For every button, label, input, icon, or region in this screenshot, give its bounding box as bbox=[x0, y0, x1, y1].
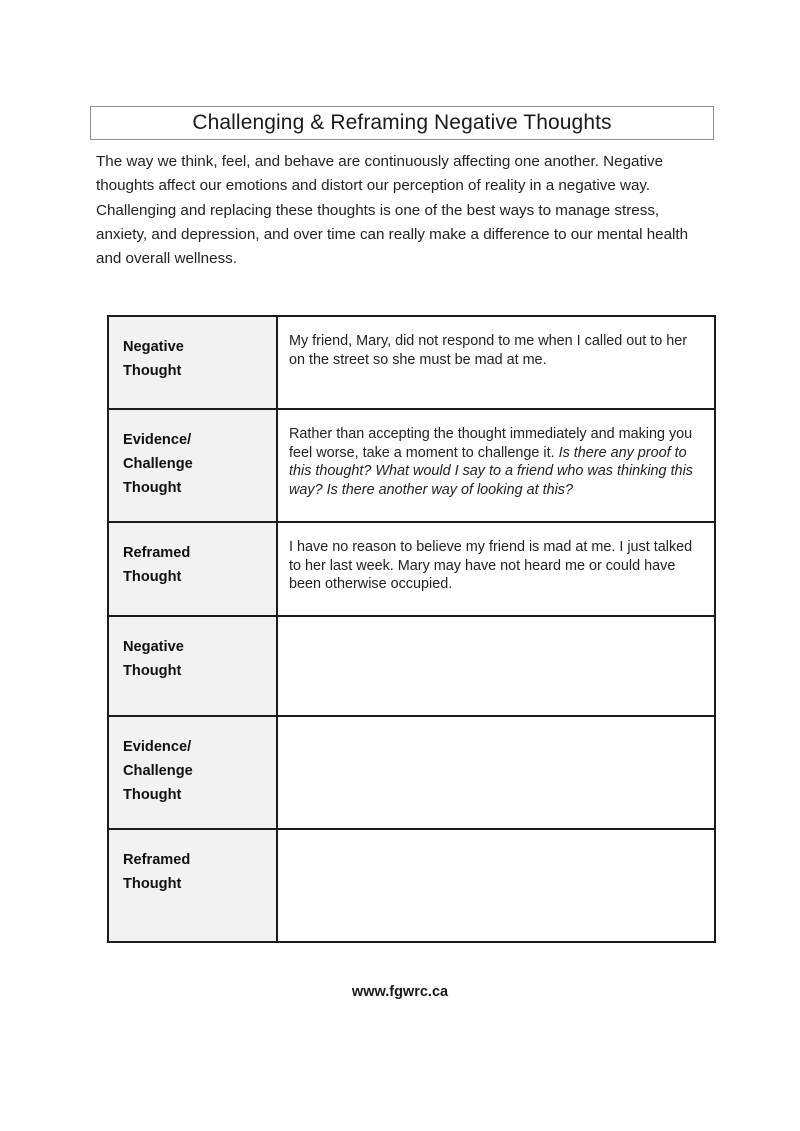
row-label-3: Reframed Thought bbox=[123, 545, 191, 585]
row-content-1 bbox=[289, 332, 702, 369]
row-label-cell-5 bbox=[108, 716, 277, 829]
table-row bbox=[108, 316, 715, 409]
thought-record-table bbox=[107, 315, 716, 943]
row-content-3 bbox=[289, 538, 702, 594]
row-content-2 bbox=[289, 425, 702, 499]
row-content-plain-1: My friend, Mary, did not respond to me when I called out to her on the street so she must be mad at me. bbox=[289, 333, 688, 368]
row-content-cell-1[interactable] bbox=[277, 316, 715, 409]
row-label-2: Evidence/ Challenge Thought bbox=[123, 432, 193, 496]
row-content-italic-2: Is there any proof to this thought? What would I say to a friend who was thinking this way? Is there another way of looking at this? bbox=[289, 444, 693, 498]
row-label-cell-4 bbox=[108, 616, 277, 716]
row-content-cell-2[interactable] bbox=[277, 409, 715, 522]
table-row bbox=[108, 522, 715, 616]
row-content-cell-3[interactable] bbox=[277, 522, 715, 616]
table-body bbox=[108, 316, 715, 942]
row-label-cell-6 bbox=[108, 829, 277, 942]
row-label-4: Negative Thought bbox=[123, 639, 184, 679]
row-content-cell-4[interactable] bbox=[277, 616, 715, 716]
row-content-cell-5[interactable] bbox=[277, 716, 715, 829]
table-row bbox=[108, 409, 715, 522]
row-content-plain-2: Rather than accepting the thought immediately and making you feel worse, take a moment to challenge it. bbox=[289, 426, 693, 461]
page-title-box bbox=[90, 106, 714, 140]
row-label-1: Negative Thought bbox=[123, 339, 184, 379]
row-content-plain-3: I have no reason to believe my friend is mad at me. I just talked to her last week. Mary may have not heard me or could have been otherwise occupied. bbox=[289, 539, 693, 593]
row-label-cell-3 bbox=[108, 522, 277, 616]
row-label-6: Reframed Thought bbox=[123, 852, 191, 892]
page-title: Challenging & Reframing Negative Thoughts bbox=[192, 111, 612, 134]
table-row bbox=[108, 616, 715, 716]
footer-url[interactable]: www.fgwrc.ca bbox=[351, 984, 449, 1000]
intro-paragraph: The way we think, feel, and behave are continuously affecting one another. Negative thoughts affect our emotions and distort our perception of reality in a negative way. Challenging and replacing these thoughts is one of the best ways to manage stress, anxiety, and depression, and over time can really make a difference to our mental health and overall wellness. bbox=[96, 153, 689, 268]
table-row bbox=[108, 829, 715, 942]
row-content-cell-6[interactable] bbox=[277, 829, 715, 942]
table-row bbox=[108, 716, 715, 829]
row-label-5: Evidence/ Challenge Thought bbox=[123, 739, 193, 803]
row-label-cell-1 bbox=[108, 316, 277, 409]
row-label-cell-2 bbox=[108, 409, 277, 522]
